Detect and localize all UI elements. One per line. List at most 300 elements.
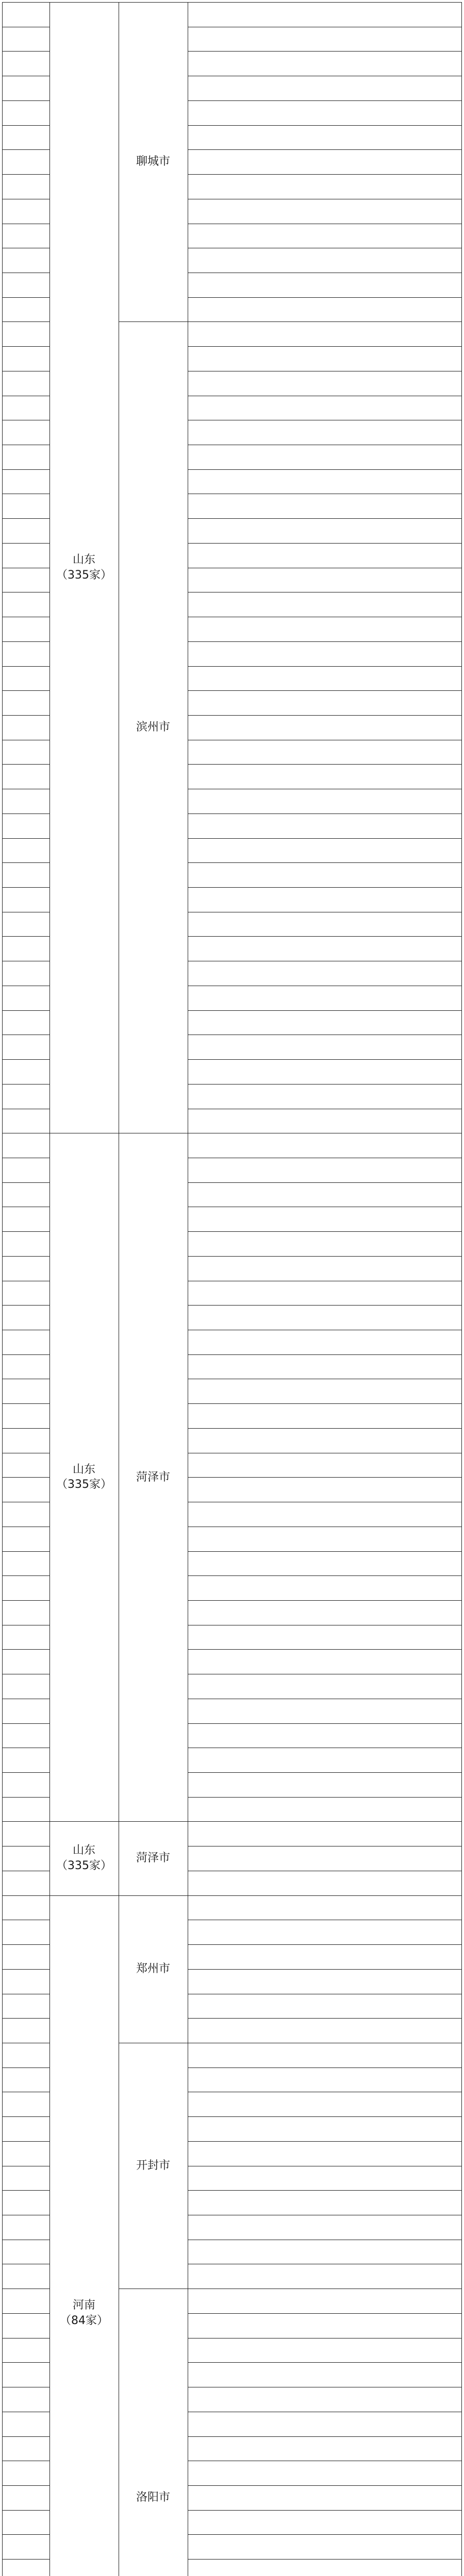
row-number bbox=[2, 125, 49, 150]
institution-name bbox=[188, 199, 462, 224]
row-number bbox=[2, 445, 49, 469]
row-divider bbox=[2, 1305, 49, 1306]
row-divider bbox=[2, 838, 49, 839]
row-number bbox=[2, 2067, 49, 2092]
row-number bbox=[2, 224, 49, 248]
province-label: 山东 bbox=[72, 1844, 95, 1857]
row-number bbox=[2, 1379, 49, 1403]
row-number bbox=[2, 1084, 49, 1109]
institution-name bbox=[188, 321, 462, 346]
row-divider bbox=[2, 936, 49, 937]
row-divider bbox=[2, 1821, 49, 1822]
institution-name bbox=[188, 1944, 462, 1969]
row-divider bbox=[188, 321, 462, 322]
institution-name bbox=[188, 814, 462, 838]
row-number bbox=[2, 2190, 49, 2215]
row-number bbox=[2, 543, 49, 568]
row-number bbox=[2, 1502, 49, 1527]
row-number bbox=[2, 2289, 49, 2313]
institution-name bbox=[188, 641, 462, 666]
row-number bbox=[2, 297, 49, 322]
row-divider bbox=[188, 346, 462, 347]
row-divider bbox=[2, 1797, 49, 1798]
group-divider bbox=[119, 2, 188, 3]
row-divider bbox=[2, 125, 49, 126]
row-number bbox=[2, 2141, 49, 2166]
institution-name bbox=[188, 2387, 462, 2412]
institution-name bbox=[188, 297, 462, 322]
row-divider bbox=[188, 1477, 462, 1478]
row-number bbox=[2, 617, 49, 641]
institution-name bbox=[188, 149, 462, 174]
row-number bbox=[2, 174, 49, 199]
row-divider bbox=[2, 1182, 49, 1183]
row-divider bbox=[2, 690, 49, 691]
row-divider bbox=[188, 1969, 462, 1970]
row-divider bbox=[188, 1231, 462, 1232]
row-number bbox=[2, 76, 49, 100]
row-number bbox=[2, 273, 49, 297]
institution-name bbox=[188, 494, 462, 518]
row-number bbox=[2, 936, 49, 961]
group-divider bbox=[119, 321, 188, 322]
row-divider bbox=[188, 936, 462, 937]
row-number bbox=[2, 2240, 49, 2264]
institution-name bbox=[188, 617, 462, 641]
row-number bbox=[2, 1699, 49, 1723]
row-number bbox=[2, 2264, 49, 2289]
row-number bbox=[2, 1920, 49, 1944]
row-number bbox=[2, 51, 49, 76]
institution-name bbox=[188, 986, 462, 1010]
institution-name bbox=[188, 125, 462, 150]
city-label: 菏泽市 bbox=[136, 1470, 170, 1484]
row-divider bbox=[188, 469, 462, 470]
row-divider bbox=[2, 1772, 49, 1773]
institution-name bbox=[188, 1379, 462, 1403]
row-number bbox=[2, 1821, 49, 1846]
city-cell bbox=[119, 321, 188, 1133]
institution-name bbox=[188, 2313, 462, 2338]
institution-name bbox=[188, 1010, 462, 1035]
city-label: 菏泽市 bbox=[136, 1852, 170, 1865]
row-number bbox=[2, 838, 49, 863]
city-label: 开封市 bbox=[136, 2159, 170, 2172]
group-divider bbox=[119, 1895, 188, 1896]
row-number bbox=[2, 2387, 49, 2412]
row-number bbox=[2, 1895, 49, 1920]
column-divider bbox=[2, 2, 3, 2576]
row-number bbox=[2, 1231, 49, 1256]
row-number bbox=[2, 690, 49, 715]
institution-name bbox=[188, 1821, 462, 1846]
institution-name bbox=[188, 1035, 462, 1059]
row-number bbox=[2, 2338, 49, 2363]
row-divider bbox=[2, 1059, 49, 1060]
row-number bbox=[2, 2018, 49, 2043]
institution-name bbox=[188, 568, 462, 592]
institution-name bbox=[188, 1256, 462, 1281]
institution-name bbox=[188, 1059, 462, 1084]
row-divider bbox=[188, 2534, 462, 2535]
institution-name bbox=[188, 2485, 462, 2510]
row-divider bbox=[188, 1944, 462, 1945]
province-label: （335家） bbox=[56, 1478, 112, 1492]
institution-name bbox=[188, 2559, 462, 2576]
row-number bbox=[2, 814, 49, 838]
institution-name bbox=[188, 690, 462, 715]
province-cell bbox=[49, 2, 119, 1133]
row-divider bbox=[188, 2190, 462, 2191]
row-divider bbox=[188, 1821, 462, 1822]
institution-name bbox=[188, 862, 462, 887]
row-divider bbox=[2, 666, 49, 667]
institution-name bbox=[188, 469, 462, 494]
row-number bbox=[2, 1281, 49, 1306]
row-divider bbox=[188, 2067, 462, 2068]
institution-name bbox=[188, 1748, 462, 1772]
row-divider bbox=[188, 1428, 462, 1429]
institution-name bbox=[188, 100, 462, 125]
city-cell bbox=[119, 2043, 188, 2289]
institution-name bbox=[188, 592, 462, 617]
institution-name bbox=[188, 1871, 462, 1895]
row-divider bbox=[2, 1575, 49, 1576]
institution-name bbox=[188, 2190, 462, 2215]
institution-name bbox=[188, 740, 462, 765]
institution-name bbox=[188, 789, 462, 814]
row-divider bbox=[188, 1305, 462, 1306]
institution-name bbox=[188, 1895, 462, 1920]
row-number bbox=[2, 420, 49, 445]
institution-name bbox=[188, 1354, 462, 1379]
institution-name bbox=[188, 2461, 462, 2485]
row-number bbox=[2, 1625, 49, 1650]
institution-name bbox=[188, 961, 462, 986]
row-divider bbox=[188, 149, 462, 150]
row-divider bbox=[2, 469, 49, 470]
province-label: 山东 bbox=[72, 1463, 95, 1476]
institution-name bbox=[188, 1281, 462, 1306]
row-number bbox=[2, 568, 49, 592]
row-divider bbox=[188, 1551, 462, 1552]
institution-name bbox=[188, 1109, 462, 1133]
institution-name bbox=[188, 543, 462, 568]
row-divider bbox=[188, 2362, 462, 2363]
row-number bbox=[2, 2362, 49, 2387]
row-number bbox=[2, 2166, 49, 2191]
institution-name bbox=[188, 420, 462, 445]
institution-name bbox=[188, 371, 462, 396]
institution-name bbox=[188, 1182, 462, 1207]
institution-name bbox=[188, 51, 462, 76]
row-divider bbox=[2, 297, 49, 298]
row-divider bbox=[188, 666, 462, 667]
row-number bbox=[2, 321, 49, 346]
row-divider bbox=[188, 887, 462, 888]
row-divider bbox=[188, 2559, 462, 2560]
row-divider bbox=[188, 51, 462, 52]
institution-name bbox=[188, 396, 462, 420]
row-divider bbox=[188, 1182, 462, 1183]
row-number bbox=[2, 1305, 49, 1330]
institution-name bbox=[188, 2240, 462, 2264]
institution-name bbox=[188, 76, 462, 100]
city-cell bbox=[119, 1895, 188, 2043]
group-divider bbox=[49, 2, 119, 3]
row-divider bbox=[188, 715, 462, 716]
row-number bbox=[2, 1674, 49, 1699]
row-divider bbox=[2, 2, 49, 3]
city-cell bbox=[119, 1133, 188, 1821]
row-number bbox=[2, 961, 49, 986]
row-divider bbox=[188, 2, 462, 3]
institution-name bbox=[188, 1330, 462, 1354]
row-divider bbox=[2, 321, 49, 322]
province-cell bbox=[49, 1133, 119, 1821]
row-divider bbox=[188, 1772, 462, 1773]
row-number bbox=[2, 1158, 49, 1182]
row-number bbox=[2, 1035, 49, 1059]
row-divider bbox=[2, 2141, 49, 2142]
row-number bbox=[2, 1649, 49, 1674]
institution-name bbox=[188, 2018, 462, 2043]
row-divider bbox=[2, 174, 49, 175]
row-number bbox=[2, 1133, 49, 1158]
row-number bbox=[2, 2215, 49, 2240]
row-divider bbox=[188, 2116, 462, 2117]
row-number bbox=[2, 2559, 49, 2576]
row-number bbox=[2, 27, 49, 52]
row-number bbox=[2, 1551, 49, 1576]
row-number bbox=[2, 1477, 49, 1502]
row-divider bbox=[188, 2018, 462, 2019]
row-divider bbox=[188, 1600, 462, 1601]
row-number bbox=[2, 641, 49, 666]
row-divider bbox=[188, 1010, 462, 1011]
institution-name bbox=[188, 1674, 462, 1699]
row-divider bbox=[2, 1010, 49, 1011]
row-divider bbox=[188, 1256, 462, 1257]
row-divider bbox=[188, 764, 462, 765]
row-number bbox=[2, 346, 49, 371]
row-divider bbox=[188, 862, 462, 863]
institution-name bbox=[188, 1428, 462, 1453]
row-number bbox=[2, 1207, 49, 1231]
row-divider bbox=[188, 2485, 462, 2486]
institution-name bbox=[188, 1133, 462, 1158]
row-divider bbox=[188, 518, 462, 519]
row-divider bbox=[2, 887, 49, 888]
row-divider bbox=[2, 1944, 49, 1945]
institution-name bbox=[188, 1453, 462, 1478]
row-divider bbox=[188, 838, 462, 839]
institution-name bbox=[188, 27, 462, 52]
province-label: （84家） bbox=[60, 2314, 108, 2327]
institution-name bbox=[188, 1846, 462, 1871]
row-divider bbox=[188, 125, 462, 126]
row-number bbox=[2, 1994, 49, 2019]
row-divider bbox=[188, 1403, 462, 1404]
row-number bbox=[2, 371, 49, 396]
row-divider bbox=[2, 2559, 49, 2560]
row-number bbox=[2, 887, 49, 912]
institution-name bbox=[188, 1527, 462, 1551]
row-divider bbox=[2, 100, 49, 101]
institution-name bbox=[188, 1551, 462, 1576]
row-divider bbox=[2, 1477, 49, 1478]
institution-name bbox=[188, 887, 462, 912]
institution-name bbox=[188, 2092, 462, 2116]
group-divider bbox=[49, 1821, 119, 1822]
row-divider bbox=[2, 1600, 49, 1601]
institution-name bbox=[188, 2166, 462, 2191]
city-cell bbox=[119, 2, 188, 321]
row-divider bbox=[188, 174, 462, 175]
institution-name bbox=[188, 1723, 462, 1748]
row-divider bbox=[188, 1649, 462, 1650]
row-divider bbox=[188, 1575, 462, 1576]
institution-name bbox=[188, 838, 462, 863]
institution-name bbox=[188, 2141, 462, 2166]
institution-name bbox=[188, 912, 462, 937]
row-divider bbox=[2, 2190, 49, 2191]
institution-name bbox=[188, 248, 462, 273]
row-number bbox=[2, 1256, 49, 1281]
row-number bbox=[2, 2092, 49, 2116]
institution-name bbox=[188, 2043, 462, 2067]
row-number bbox=[2, 740, 49, 765]
row-number bbox=[2, 2, 49, 27]
city-label: 郑州市 bbox=[136, 1962, 170, 1975]
row-divider bbox=[188, 297, 462, 298]
row-number bbox=[2, 2412, 49, 2436]
province-label: （335家） bbox=[56, 1859, 112, 1873]
group-divider bbox=[119, 1821, 188, 1822]
row-number bbox=[2, 1575, 49, 1600]
row-number bbox=[2, 1330, 49, 1354]
row-divider bbox=[2, 1649, 49, 1650]
row-number bbox=[2, 1723, 49, 1748]
institution-name bbox=[188, 1600, 462, 1625]
row-number bbox=[2, 2534, 49, 2559]
institution-name bbox=[188, 518, 462, 543]
institution-name bbox=[188, 1502, 462, 1527]
row-divider bbox=[2, 2067, 49, 2068]
institution-name bbox=[188, 1625, 462, 1650]
city-cell bbox=[119, 1821, 188, 1895]
row-number bbox=[2, 100, 49, 125]
row-number bbox=[2, 1748, 49, 1772]
institution-name bbox=[188, 2264, 462, 2289]
row-divider bbox=[188, 2141, 462, 2142]
institution-name bbox=[188, 715, 462, 740]
institution-name bbox=[188, 2338, 462, 2363]
row-divider bbox=[188, 1059, 462, 1060]
row-number bbox=[2, 2510, 49, 2535]
row-number bbox=[2, 1109, 49, 1133]
row-number bbox=[2, 1527, 49, 1551]
row-divider bbox=[188, 690, 462, 691]
institution-name bbox=[188, 764, 462, 789]
row-number bbox=[2, 149, 49, 174]
institution-name bbox=[188, 1305, 462, 1330]
row-divider bbox=[2, 518, 49, 519]
institution-name bbox=[188, 1797, 462, 1822]
row-divider bbox=[2, 1895, 49, 1896]
row-divider bbox=[2, 2510, 49, 2511]
institution-name bbox=[188, 1158, 462, 1182]
row-divider bbox=[188, 2510, 462, 2511]
institution-name bbox=[188, 1231, 462, 1256]
row-divider bbox=[2, 51, 49, 52]
row-number bbox=[2, 518, 49, 543]
row-divider bbox=[188, 1723, 462, 1724]
institution-name bbox=[188, 2067, 462, 2092]
row-number bbox=[2, 494, 49, 518]
row-divider bbox=[2, 764, 49, 765]
row-number bbox=[2, 1059, 49, 1084]
row-number bbox=[2, 1403, 49, 1428]
institution-name bbox=[188, 1207, 462, 1231]
row-number bbox=[2, 2436, 49, 2461]
row-number bbox=[2, 469, 49, 494]
institution-name bbox=[188, 2116, 462, 2141]
row-divider bbox=[2, 862, 49, 863]
row-number bbox=[2, 862, 49, 887]
institution-name bbox=[188, 1403, 462, 1428]
row-number bbox=[2, 1182, 49, 1207]
province-cell bbox=[49, 1821, 119, 1895]
institution-name bbox=[188, 1477, 462, 1502]
row-number bbox=[2, 764, 49, 789]
city-label: 洛阳市 bbox=[136, 2491, 170, 2504]
institution-name bbox=[188, 2362, 462, 2387]
row-number bbox=[2, 1354, 49, 1379]
row-number bbox=[2, 912, 49, 937]
institution-name bbox=[188, 2436, 462, 2461]
institution-name bbox=[188, 1084, 462, 1109]
institution-name bbox=[188, 2510, 462, 2535]
institution-name bbox=[188, 2534, 462, 2559]
row-number bbox=[2, 1600, 49, 1625]
row-number bbox=[2, 1871, 49, 1895]
row-number bbox=[2, 1453, 49, 1478]
row-number bbox=[2, 1010, 49, 1035]
row-divider bbox=[2, 2534, 49, 2535]
institution-name bbox=[188, 1575, 462, 1600]
row-number bbox=[2, 2043, 49, 2067]
row-number bbox=[2, 2461, 49, 2485]
institution-name bbox=[188, 1969, 462, 1994]
row-number bbox=[2, 1772, 49, 1797]
row-divider bbox=[2, 641, 49, 642]
row-number bbox=[2, 396, 49, 420]
institution-name bbox=[188, 174, 462, 199]
row-divider bbox=[188, 1895, 462, 1896]
row-divider bbox=[2, 1231, 49, 1232]
row-divider bbox=[2, 2436, 49, 2437]
column-divider bbox=[49, 2, 50, 2576]
row-number bbox=[2, 592, 49, 617]
institution-name bbox=[188, 273, 462, 297]
row-divider bbox=[2, 346, 49, 347]
row-divider bbox=[188, 2436, 462, 2437]
province-cell bbox=[49, 1895, 119, 2576]
institution-name bbox=[188, 346, 462, 371]
column-divider bbox=[461, 2, 462, 2576]
institution-name bbox=[188, 1649, 462, 1674]
